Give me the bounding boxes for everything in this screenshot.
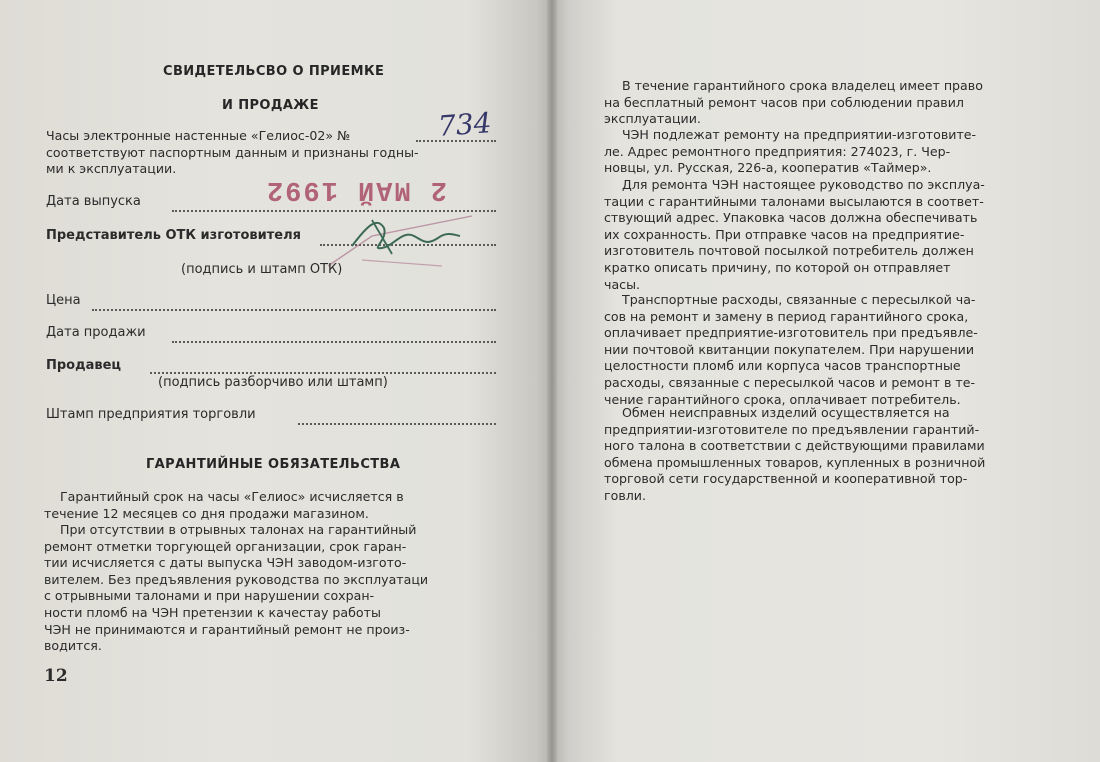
paragraph-line: целостности пломб или корпуса часов транспортные xyxy=(604,358,961,374)
warranty-paragraph-2 xyxy=(44,522,496,655)
paragraph-line: чение гарантийного срока, оплачивает потребитель. xyxy=(604,391,961,407)
paragraph-line: Транспортные расходы, связанные с пересылкой ча- xyxy=(622,292,976,307)
price-line xyxy=(92,309,496,311)
paragraph-line: ремонт отметки торгующей организации, срок гаран- xyxy=(44,538,407,554)
certificate-title-line2: И ПРОДАЖЕ xyxy=(222,98,319,113)
paragraph-line: Гарантийный срок на часы «Гелиос» исчисляется в xyxy=(60,489,404,504)
paragraph-line: В течение гарантийного срока владелец имеет право xyxy=(622,78,983,93)
paragraph-line: их сохранность. При отправке часов на предприятие- xyxy=(604,226,965,242)
right-paragraph-3 xyxy=(604,177,1064,293)
paragraph-line: расходы, связанные с пересылкой часов и ремонт в те- xyxy=(604,374,975,390)
paragraph-line: ЧЭН подлежат ремонту на предприятии-изготовите- xyxy=(622,127,977,142)
right-page xyxy=(552,0,1100,762)
shop-stamp-label: Штамп предприятия торговли xyxy=(46,407,256,422)
seller-caption: (подпись разборчиво или штамп) xyxy=(158,375,388,390)
certificate-title-line1: СВИДЕТЕЛЬСВО О ПРИЕМКЕ xyxy=(163,64,385,79)
paragraph-line: ле. Адрес ремонтного предприятия: 274023, г. Чер- xyxy=(604,143,951,159)
paragraph-line: водится. xyxy=(44,638,102,654)
paragraph-line: предприятии-изготовителе по предъявлении гарантий- xyxy=(604,421,980,437)
paragraph-line: нии почтовой квитанции покупателем. При нарушении xyxy=(604,341,975,357)
right-paragraph-5 xyxy=(604,405,1064,505)
seller-label: Продавец xyxy=(46,358,122,373)
shop-stamp-line xyxy=(298,423,496,425)
paragraph-line: ЧЭН не принимаются и гарантийный ремонт не произ- xyxy=(44,621,410,637)
paragraph-line: обмена промышленных товаров, купленных в розничной xyxy=(604,454,986,470)
book-gutter xyxy=(547,0,557,762)
paragraph-line: эксплуатации. xyxy=(604,111,701,127)
paragraph-line: Для ремонта ЧЭН настоящее руководство по эксплуа- xyxy=(622,177,985,192)
page-number: 12 xyxy=(44,666,68,686)
paragraph-line: кратко описать причину, по которой он отправляет xyxy=(604,259,951,275)
paragraph-line: изготовитель почтовой посылкой потребитель должен xyxy=(604,243,974,259)
otk-caption: (подпись и штамп ОТК) xyxy=(181,262,343,277)
paragraph-line: течение 12 месяцев со дня продажи магазином. xyxy=(44,505,369,521)
paragraph-line: ного талона в соответствии с действующими правилами xyxy=(604,438,985,454)
certificate-line: соответствуют паспортным данным и признаны годны- xyxy=(46,144,419,160)
paragraph-line: говли. xyxy=(604,487,646,503)
paragraph-line: с отрывными талонами и при нарушении сохран- xyxy=(44,588,375,604)
paragraph-line: оплачивает предприятие-изготовитель при предъявле- xyxy=(604,325,978,341)
paragraph-line: При отсутствии в отрывных талонах на гарантийный xyxy=(60,522,417,537)
price-label: Цена xyxy=(46,293,81,308)
paragraph-line: вителем. Без предъявления руководства по эксплуатаци xyxy=(44,571,429,587)
paragraph-line: Обмен неисправных изделий осуществляется на xyxy=(622,405,950,420)
right-paragraph-4 xyxy=(604,292,1064,408)
certificate-line: ми к эксплуатации. xyxy=(46,161,177,177)
release-date-stamp: 2 МАЙ 1992 xyxy=(265,174,448,204)
sale-date-label: Дата продажи xyxy=(46,325,146,340)
paragraph-line: ности пломб на ЧЭН претензии к качестау работы xyxy=(44,604,381,620)
paragraph-line: новцы, ул. Русская, 226-а, кооператив «Таймер». xyxy=(604,160,932,176)
paragraph-line: торговой сети государственной и кооперативной тор- xyxy=(604,471,968,487)
paragraph-line: ствующий адрес. Упаковка часов должна обеспечивать xyxy=(604,210,978,226)
sale-date-line xyxy=(172,341,496,343)
serial-number-handwritten: 734 xyxy=(436,106,493,143)
seller-line xyxy=(150,372,496,374)
paragraph-line: часы. xyxy=(604,276,641,292)
warranty-paragraph-1 xyxy=(44,489,496,522)
otk-representative-label: Представитель ОТК изготовителя xyxy=(46,228,301,243)
right-paragraph-2 xyxy=(604,127,1064,177)
paragraph-line: тии исчисляется с даты выпуска ЧЭН заводом-изгото- xyxy=(44,555,407,571)
certificate-line: Часы электронные настенные «Гелиос-02» № xyxy=(46,128,351,143)
paragraph-line: сов на ремонт и замену в период гарантийного срока, xyxy=(604,308,969,324)
paragraph-line: на бесплатный ремонт часов при соблюдении правил xyxy=(604,94,964,110)
certificate-text xyxy=(46,128,496,178)
right-paragraph-1 xyxy=(604,78,1064,128)
release-date-label: Дата выпуска xyxy=(46,194,141,209)
otk-stamp-signature-icon xyxy=(322,206,492,276)
paragraph-line: тации с гарантийными талонами высылаются в соответ- xyxy=(604,193,984,209)
warranty-heading: ГАРАНТИЙНЫЕ ОБЯЗАТЕЛЬСТВА xyxy=(146,457,401,472)
